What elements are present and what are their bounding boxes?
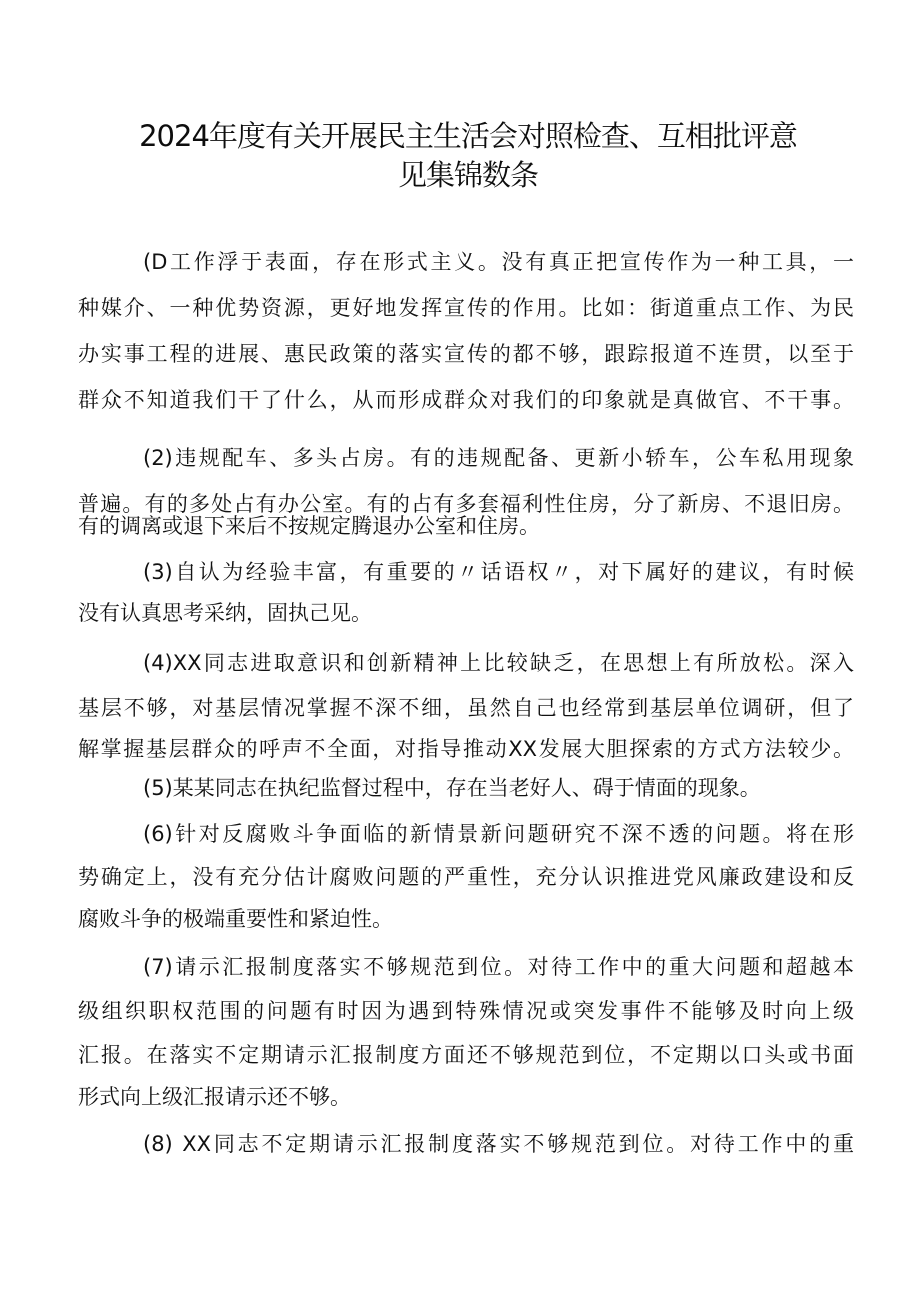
- paragraph-7-line: (7)请示汇报制度落实不够规范到位。对待工作中的重大问题和超越本: [143, 955, 854, 979]
- paragraph-8-line: (8) XX同志不定期请示汇报制度落实不够规范到位。对待工作中的重: [143, 1132, 854, 1156]
- paragraph-1-line: (D工作浮于表面，存在形式主义。没有真正把宣传作为一种工具，一: [143, 250, 854, 274]
- paragraph-5-line: (5)某某同志在执纪监督过程中，存在当老好人、碍于情面的现象。: [143, 776, 761, 800]
- paragraph-7-line: 汇报。在落实不定期请示汇报制度方面还不够规范到位，不定期以口头或书面: [78, 1043, 854, 1067]
- paragraph-6-line: 腐败斗争的极端重要性和紧迫性。: [78, 907, 393, 931]
- paragraph-6-line: 势确定上，没有充分估计腐败问题的严重性，充分认识推进党风廉政建设和反: [78, 865, 854, 889]
- paragraph-3-line: (3)自认为经验丰富，有重要的〃话语权〃，对下属好的建议，有时候: [143, 560, 854, 584]
- paragraph-4-line: (4)XX同志进取意识和创新精神上比较缺乏，在思想上有所放松。深入: [143, 651, 854, 675]
- paragraph-2-line: 普遍。有的多处占有办公室。有的占有多套福利性住房，分了新房、不退旧房。: [78, 492, 854, 516]
- paragraph-4-line: 解掌握基层群众的呼声不全面，对指导推动XX发展大胆探索的方式方法较少。: [78, 737, 854, 761]
- paragraph-1-line: 种媒介、一种优势资源，更好地发挥宣传的作用。比如：街道重点工作、为民: [78, 296, 854, 320]
- paragraph-1-line: 办实事工程的进展、惠民政策的落实宣传的都不够，跟踪报道不连贯，以至于: [78, 342, 854, 366]
- paragraph-1-line: 群众不知道我们干了什么，从而形成群众对我们的印象就是真做官、不干事。: [78, 388, 854, 412]
- paragraph-6-line: (6)针对反腐败斗争面临的新情景新问题研究不深不透的问题。将在形: [143, 822, 854, 846]
- paragraph-2-line: 有的调离或退下来后不按规定腾退办公室和住房。: [78, 514, 540, 538]
- paragraph-4-line: 基层不够，对基层情况掌握不深不细，虽然自己也经常到基层单位调研，但了: [78, 696, 854, 720]
- document-title-line-1: 2024年度有关开展民主生活会对照检查、互相批评意: [139, 119, 797, 153]
- document-title-line-2: 见集锦数条: [397, 158, 538, 192]
- paragraph-3-line: 没有认真思考采纳，固执己见。: [78, 601, 372, 625]
- paragraph-7-line: 形式向上级汇报请示还不够。: [78, 1085, 351, 1109]
- paragraph-2-line: (2)违规配车、多头占房。有的违规配备、更新小轿车，公车私用现象: [143, 446, 854, 470]
- paragraph-7-line: 级组织职权范围的问题有时因为遇到特殊情况或突发事件不能够及时向上级: [78, 999, 854, 1023]
